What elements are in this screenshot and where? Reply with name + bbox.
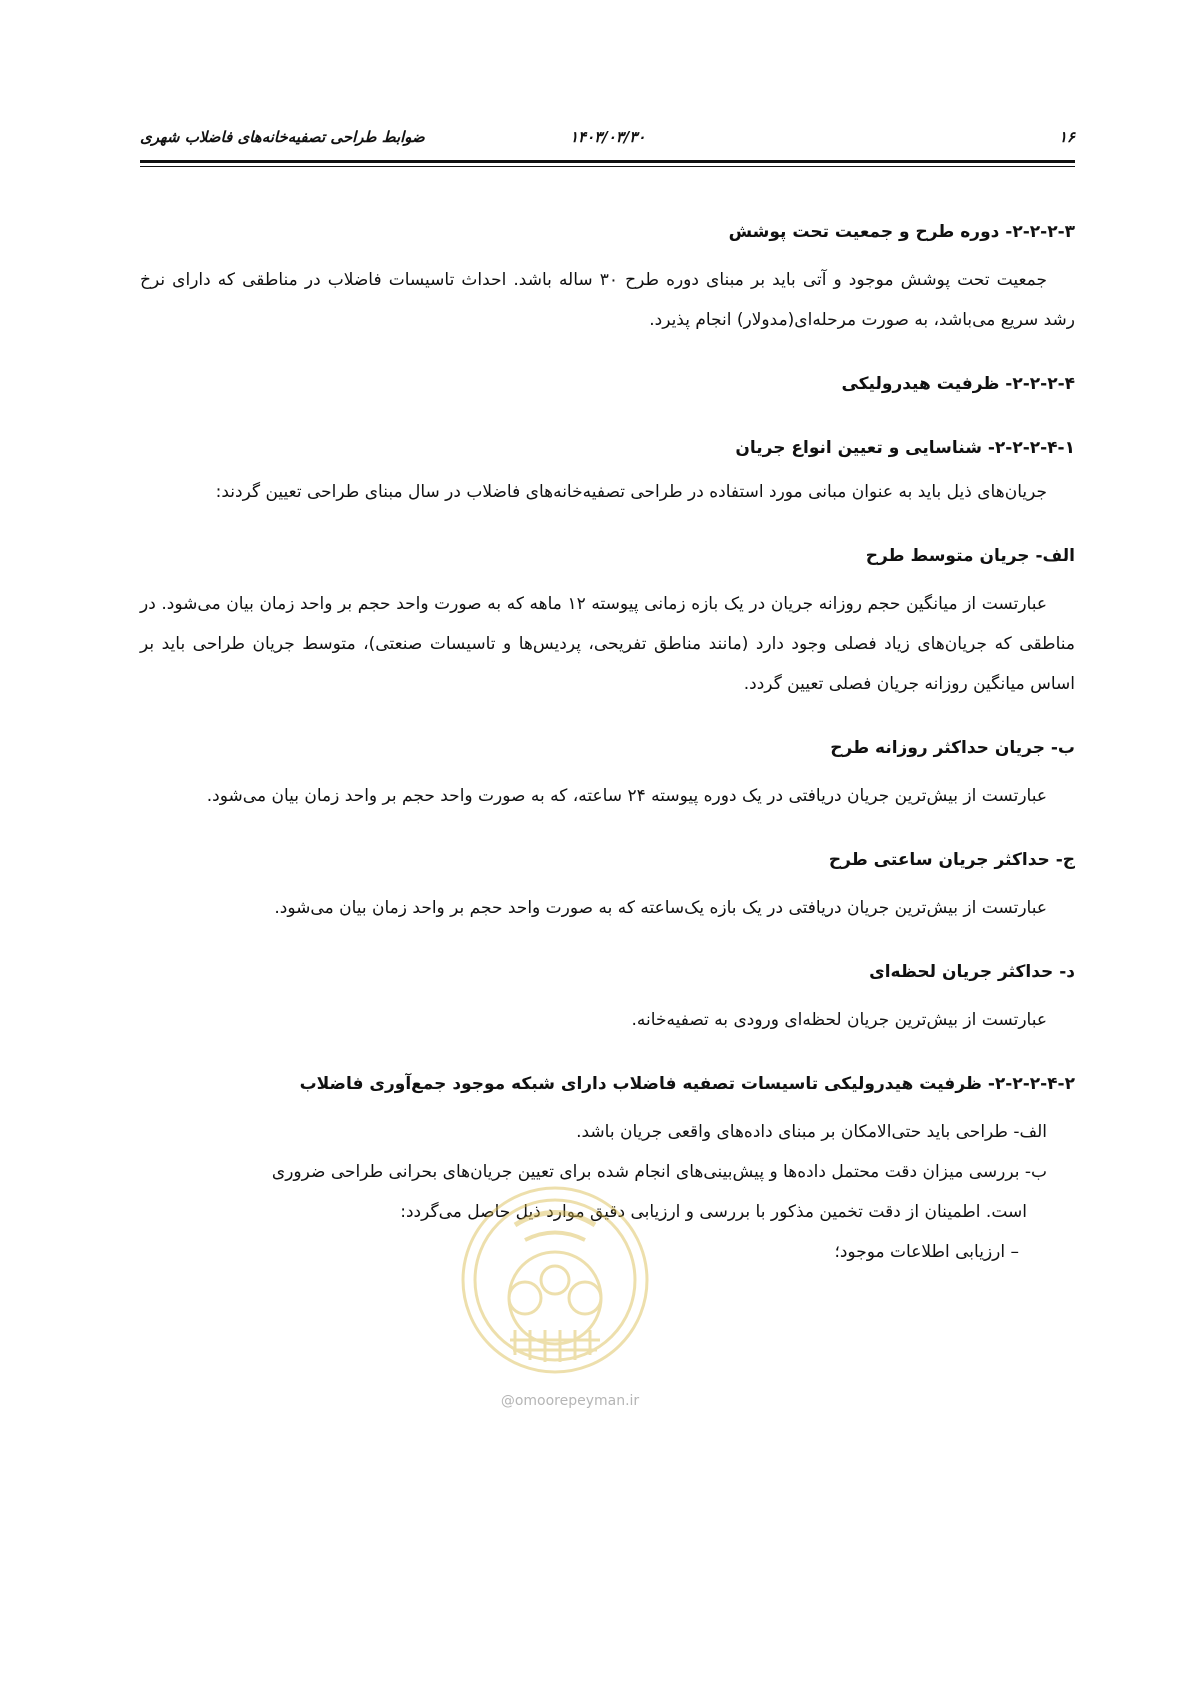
heading-max-daily-flow: ب- جریان حداکثر روزانه طرح bbox=[830, 738, 1075, 758]
paragraph-design-period: جمعیت تحت پوشش موجود و آتی باید بر مبنای دوره طرح ۳۰ ساله باشد. احداث تاسیسات فاضلاب در مناطقی که دارای نرخ رشد سریع می‌باشد، به صورت مرحله‌ای(مدولار) انجام پذیرد. bbox=[140, 270, 1075, 330]
heading-average-flow: الف- جریان متوسط طرح bbox=[865, 546, 1075, 566]
section-heading-existing-network: ۲-۲-۲-۴-۲- ظرفیت هیدرولیکی تاسیسات تصفیه فاضلاب دارای شبکه موجود جمع‌آوری فاضلاب bbox=[299, 1074, 1075, 1094]
header-rule-thin bbox=[140, 166, 1075, 167]
heading-max-hourly-flow: ج- حداکثر جریان ساعتی طرح bbox=[828, 850, 1075, 870]
section-heading-design-period: ۲-۲-۲-۳- دوره طرح و جمعیت تحت پوشش bbox=[728, 222, 1075, 242]
list-item-be-line2: است. اطمینان از دقت تخمین مذکور با بررسی و ارزیابی دقیق موارد ذیل حاصل می‌گردد: bbox=[400, 1202, 1027, 1222]
document-title: ضوابط طراحی تصفیه‌خانه‌های فاضلاب شهری bbox=[140, 128, 425, 146]
page-header bbox=[140, 128, 1075, 154]
header-rule-thick bbox=[140, 160, 1075, 163]
section-heading-hydraulic-capacity: ۲-۲-۲-۴- ظرفیت هیدرولیکی bbox=[841, 374, 1075, 394]
watermark-site: @omoorepeyman.ir bbox=[500, 1393, 640, 1409]
paragraph-flow-types: جریان‌های ذیل باید به عنوان مبانی مورد استفاده در طراحی تصفیه‌خانه‌های فاضلاب در سال مبنای طراحی تعیین گردند: bbox=[215, 482, 1047, 502]
page-number: ۱۶ bbox=[1058, 128, 1075, 146]
document-page bbox=[140, 0, 1075, 1684]
paragraph-max-daily-flow: عبارتست از بیش‌ترین جریان دریافتی در یک دوره پیوسته ۲۴ ساعته، که به صورت واحد حجم بر واحد زمان بیان می‌شود. bbox=[206, 786, 1047, 806]
list-item-be-line1: ب- بررسی میزان دقت محتمل داده‌ها و پیش‌بینی‌های انجام شده برای تعیین جریان‌های بحرانی طراحی ضروری bbox=[271, 1162, 1047, 1182]
watermark-seal-icon bbox=[455, 1180, 655, 1380]
paragraph-average-flow: عبارتست از میانگین حجم روزانه جریان در یک بازه زمانی پیوسته ۱۲ ماهه که به صورت واحد حجم بر واحد زمان بیان می‌شود. در مناطقی که جریان‌های زیاد فصلی وجود دارد (مانند مناطق تفریحی، پردیس‌ها و تاسیسات صنعتی)، متوسط جریان طراحی باید بر اساس میانگین روزانه جریان فصلی تعیین گردد. bbox=[140, 594, 1075, 694]
paragraph-max-hourly-flow: عبارتست از بیش‌ترین جریان دریافتی در یک بازه یک‌ساعته که به صورت واحد حجم بر واحد زمان بیان می‌شود. bbox=[274, 898, 1047, 918]
page-content bbox=[140, 212, 1075, 1272]
paragraph-peak-instant-flow: عبارتست از بیش‌ترین جریان لحظه‌ای ورودی به تصفیه‌خانه. bbox=[631, 1010, 1047, 1030]
list-item-alef: الف- طراحی باید حتی‌الامکان بر مبنای داده‌های واقعی جریان باشد. bbox=[576, 1122, 1047, 1142]
dash-item-existing-info: – ارزیابی اطلاعات موجود؛ bbox=[834, 1242, 1019, 1262]
heading-peak-instant-flow: د- حداکثر جریان لحظه‌ای bbox=[869, 962, 1075, 982]
section-heading-flow-types: ۲-۲-۲-۴-۱- شناسایی و تعیین انواع جریان bbox=[735, 438, 1075, 458]
header-date: ۱۴۰۳/۰۳/۳۰ bbox=[570, 128, 646, 146]
